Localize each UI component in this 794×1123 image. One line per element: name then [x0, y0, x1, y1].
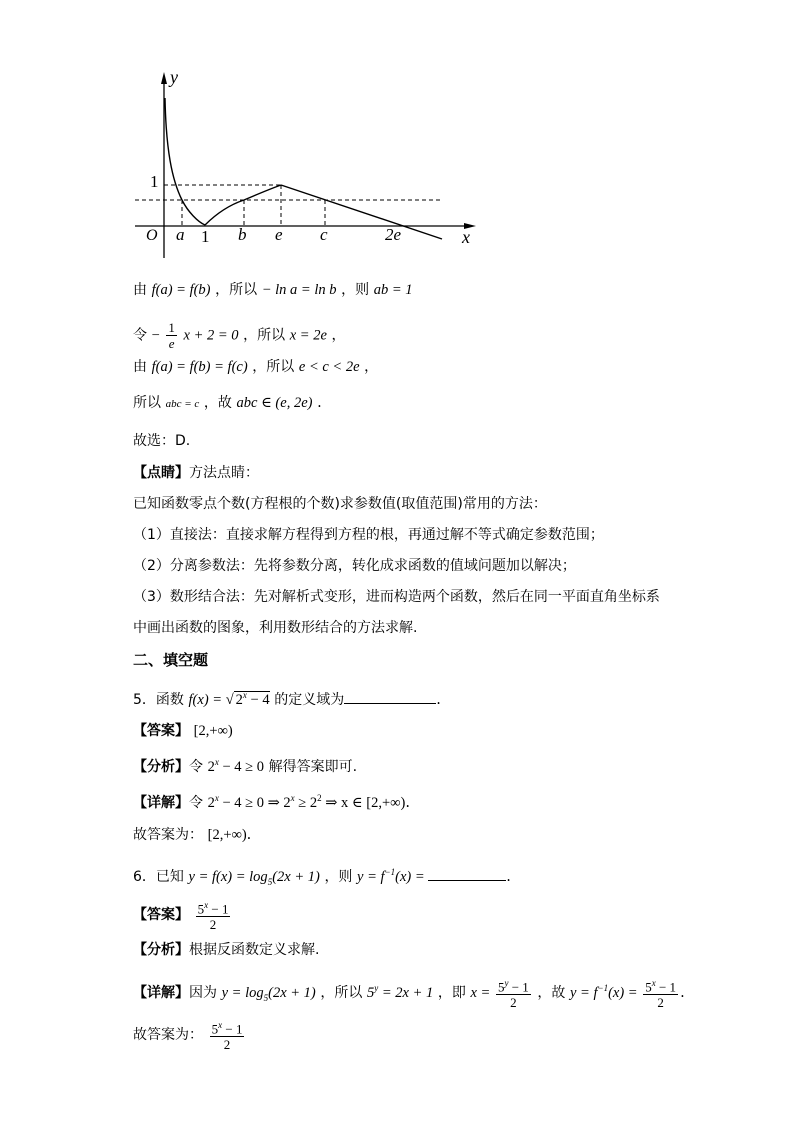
answer-blank	[344, 689, 436, 704]
tick-c: c	[320, 225, 328, 244]
q6-detail: 【详解】因为 $y = \log_5(2x + 1)$ ，所以 $5^y = 2x + 1$ ，即 x = $\frac{5^y - 1}{2}$ ，故 $y = f^{-1}(x)$ = $\frac{5^x - 1}{2}$ .	[133, 978, 685, 1011]
solution-line-4: 所以 abc = c ，故 abc ∈ (e, 2e) .	[133, 395, 322, 411]
q5-detail: 【详解】令 $2^x - 4 \ge 0$ ⇒ $2^x \ge 2^2$ ⇒ x ∈ [2,+∞).	[133, 793, 410, 811]
y-axis-arrow	[161, 72, 167, 84]
q6-final: 故答案为： $\frac{5^x - 1}{2}$	[133, 1020, 243, 1053]
answer-fraction: $\frac{5^x - 1}{2}$	[197, 900, 229, 933]
origin-label: O	[146, 227, 158, 244]
comment-intro: 已知函数零点个数(方程根的个数)求参数值(取值范围)常用的方法：	[133, 496, 547, 512]
curve-ln	[205, 185, 281, 225]
tick-a: a	[176, 225, 185, 244]
function-graph	[0, 0, 794, 270]
solution-line-3: 由 f(a) = f(b) = f(c) ，所以 e < c < 2e ，	[133, 359, 379, 375]
section-title: 二、填空题	[133, 651, 209, 669]
detail-fraction-1: $\frac{5^y - 1}{2}$	[497, 978, 529, 1011]
final-fraction: $\frac{5^x - 1}{2}$	[211, 1020, 243, 1053]
line-segment	[281, 185, 442, 239]
x-axis-label: x	[462, 227, 470, 247]
comment-header: 【点睛】方法点睛：	[133, 465, 259, 481]
q6-answer: 【答案】 $\frac{5^x - 1}{2}$	[133, 900, 229, 933]
answer-blank-6	[428, 866, 506, 881]
detail-fraction-2: $\frac{5^x - 1}{2}$	[645, 978, 677, 1011]
q6-analysis: 【分析】根据反函数定义求解.	[133, 942, 320, 958]
tick-e: e	[275, 225, 283, 244]
question-5: 5．函数 f(x) = √ $2^x - 4$ 的定义域为 .	[133, 690, 441, 708]
q5-final: 故答案为： [2,+∞).	[133, 827, 252, 843]
sqrt-expression: $2^x - 4$	[235, 690, 270, 708]
comment-method-3: （3）数形结合法：先对解析式变形，进而构造两个函数，然后在同一平面直角坐标系	[133, 589, 660, 605]
solution-choice: 故选：D.	[133, 433, 191, 449]
comment-method-3-cont: 中画出函数的图象，利用数形结合的方法求解.	[133, 620, 418, 636]
q5-analysis: 【分析】令 $2^x - 4 \ge 0$ 解得答案即可.	[133, 757, 358, 775]
solution-line-1: 由 f(a) = f(b) ，所以 − ln a = ln b ，则 ab = 1	[133, 282, 413, 298]
tick-2e: 2e	[385, 225, 402, 244]
y-tick-1: 1	[150, 172, 159, 191]
question-6: 6．已知 $y = f(x) = \log_5(2x + 1)$ ，则 $y = f^{-1}(x)$ = .	[133, 867, 511, 887]
comment-method-2: （2）分离参数法：先将参数分离，转化成求函数的值域问题加以解决；	[133, 558, 576, 574]
fraction-1-over-e: $\frac{1}{e}$	[168, 320, 175, 351]
y-axis-label: y	[170, 67, 178, 87]
tick-1: 1	[201, 227, 210, 246]
curve-neg-ln	[165, 98, 205, 225]
tick-b: b	[238, 225, 247, 244]
solution-line-2: 令 − $\frac{1}{e}$ x + 2 = 0 ，所以 x = 2e ，	[133, 320, 346, 351]
q5-answer: 【答案】 [2,+∞)	[133, 723, 233, 739]
comment-method-1: （1）直接法：直接求解方程得到方程的根，再通过解不等式确定参数范围；	[133, 527, 604, 543]
